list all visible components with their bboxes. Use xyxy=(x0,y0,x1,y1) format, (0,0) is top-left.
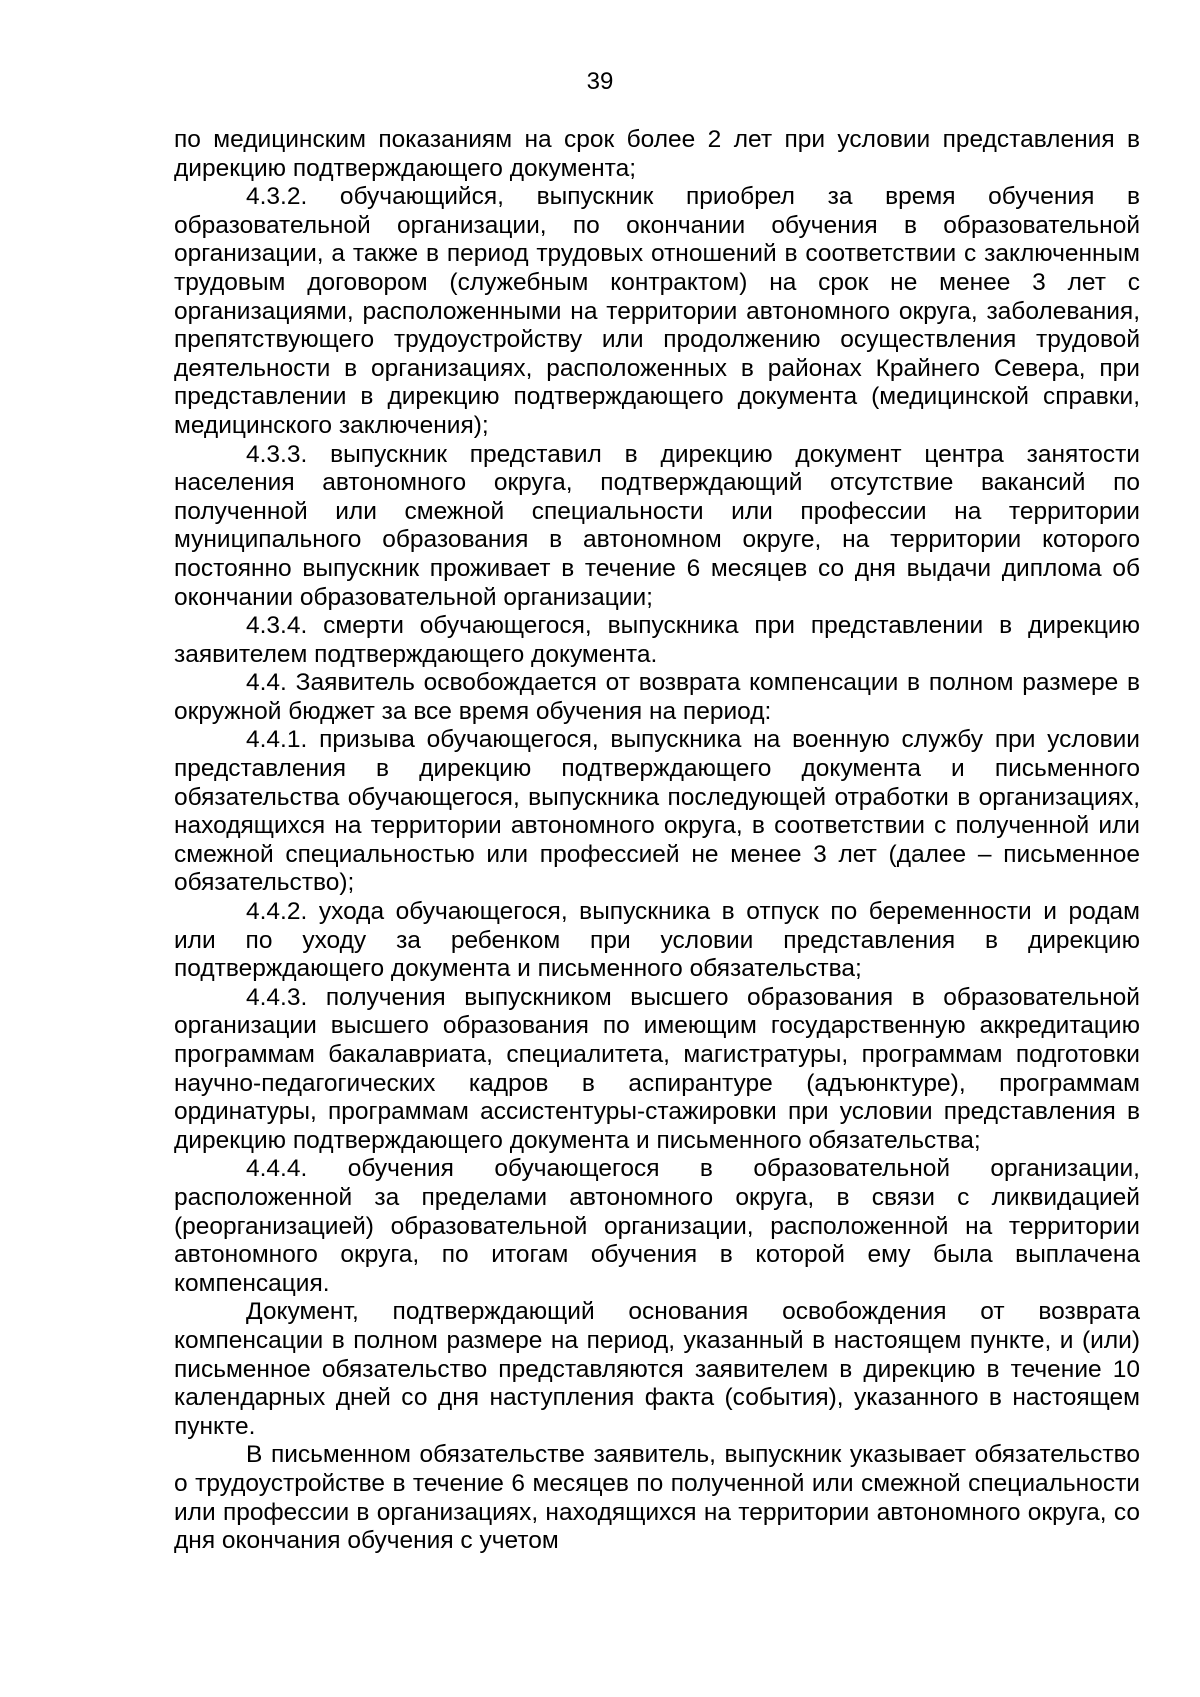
paragraph-4-3-3: 4.3.3. выпускник представил в дирекцию документ центра занятости населения автономного округа, подтверждающий отсутствие вакансий по полученной или смежной специальности или профессии на территории муниципального образования в автономном округе, на территории которого постоянно выпускник проживает в течение 6 месяцев со дня выдачи диплома об окончании образовательной организации; xyxy=(174,440,1140,611)
paragraph-written-obligation: В письменном обязательстве заявитель, выпускник указывает обязательство о трудоустройстве в течение 6 месяцев по полученной или смежной специальности или профессии в организациях, находящихся на территории автономного округа, со дня окончания обучения с учетом xyxy=(174,1441,1140,1555)
document-body xyxy=(174,126,1140,1556)
paragraph-4-4-1: 4.4.1. призыва обучающегося, выпускника на военную службу при условии представления в дирекцию подтверждающего документа и письменного обязательства обучающегося, выпускника последующей отработки в организациях, находящихся на территории автономного округа, в соответствии с полученной или смежной специальностью или профессией не менее 3 лет (далее – письменное обязательство); xyxy=(174,726,1140,897)
paragraph-4-4-3: 4.4.3. получения выпускником высшего образования в образовательной организации высшего образования по имеющим государственную аккредитацию программам бакалавриата, специалитета, магистратуры, программам подготовки научно-педагогических кадров в аспирантуре (адъюнктуре), программам ординатуры, программам ассистентуры-стажировки при условии представления в дирекцию подтверждающего документа и письменного обязательства; xyxy=(174,983,1140,1154)
paragraph-continuation: по медицинским показаниям на срок более 2 лет при условии представления в дирекцию подтверждающего документа; xyxy=(174,126,1140,182)
paragraph-4-4-4: 4.4.4. обучения обучающегося в образовательной организации, расположенной за пределами автономного округа, в связи с ликвидацией (реорганизацией) образовательной организации, расположенной на территории автономного округа, по итогам обучения в которой ему была выплачена компенсация. xyxy=(174,1155,1140,1297)
page-number: 39 xyxy=(586,68,614,95)
paragraph-4-3-2: 4.3.2. обучающийся, выпускник приобрел за время обучения в образовательной организации, по окончании обучения в образовательной организации, а также в период трудовых отношений в соответствии с заключенным трудовым договором (служебным контрактом) на срок не менее 3 лет с организациями, расположенными на территории автономного округа, заболевания, препятствующего трудоустройству или продолжению осуществления трудовой деятельности в организациях, расположенных в районах Крайнего Севера, при представлении в дирекцию подтверждающего документа (медицинской справки, медицинского заключения); xyxy=(174,183,1140,439)
paragraph-4-3-4: 4.3.4. смерти обучающегося, выпускника при представлении в дирекцию заявителем подтверждающего документа. xyxy=(174,612,1140,668)
paragraph-4-4-2: 4.4.2. ухода обучающегося, выпускника в отпуск по беременности и родам или по уходу за ребенком при условии представления в дирекцию подтверждающего документа и письменного обязательства; xyxy=(174,898,1140,983)
paragraph-4-4: 4.4. Заявитель освобождается от возврата компенсации в полном размере в окружной бюджет за все время обучения на период: xyxy=(174,669,1140,725)
paragraph-document-submission: Документ, подтверждающий основания освобождения от возврата компенсации в полном размере на период, указанный в настоящем пункте, и (или) письменное обязательство представляются заявителем в дирекцию в течение 10 календарных дней со дня наступления факта (события), указанного в настоящем пункте. xyxy=(174,1298,1140,1440)
